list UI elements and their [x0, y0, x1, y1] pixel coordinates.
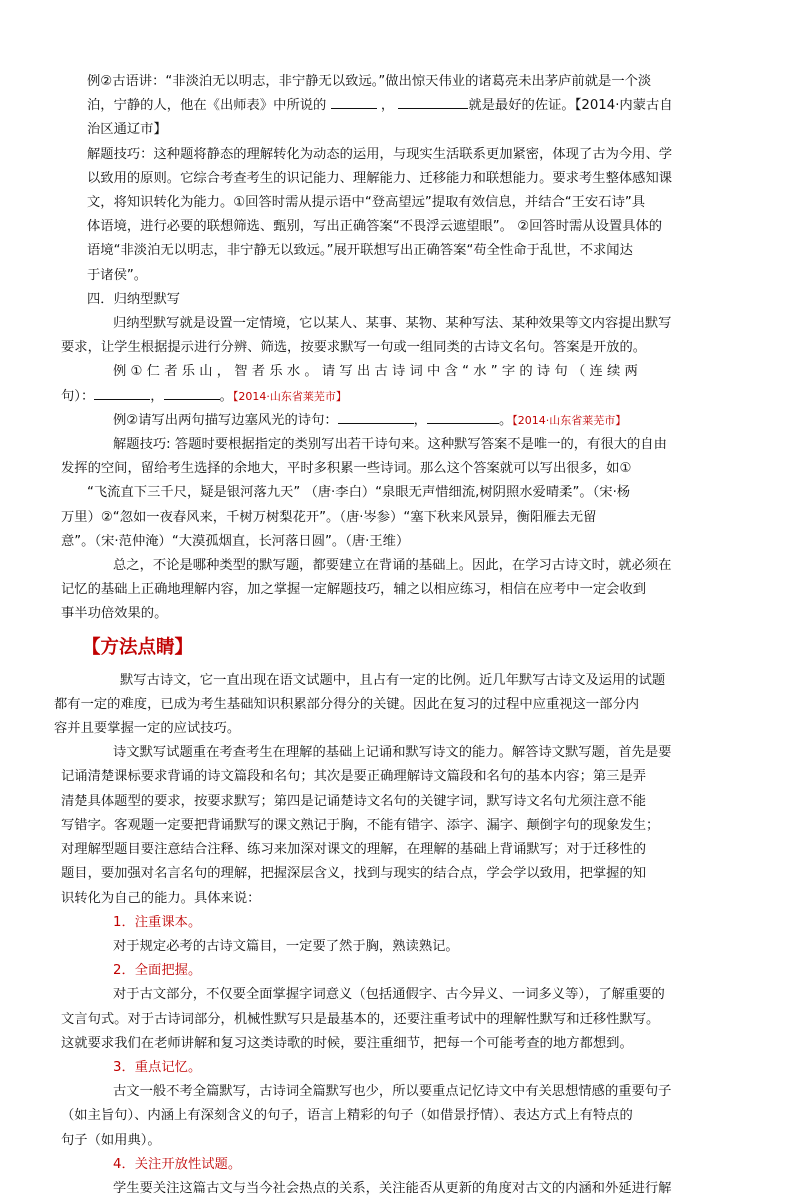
point-1-body: 对于规定必考的古诗文篇目，一定要了然于胸，熟读熟记。 [113, 938, 459, 954]
point-1-heading: 1．注重课本。 [113, 914, 202, 930]
example-2-line-3: 治区通辽市】 [87, 122, 167, 138]
example-4-2: 例②请写出两句描写边塞风光的诗句： ， 。【2014·山东省莱芜市】 [87, 409, 707, 433]
point-3-body: 古文一般不考全篇默写，古诗词全篇默写也少，所以要重点记忆诗文中有关思想情感的重要句子 （如主旨句）、内涵上有深刻含义的句子，语言上精彩的句子（如借景抒情）、表达方式上有特点的 句子（如用典）。 [61, 1084, 672, 1148]
answer-blank[interactable] [94, 385, 150, 400]
solution-tip-2: 解题技巧: 答题时要根据指定的类别写出若干诗句来。这种默写答案不是唯一的，有很大的自由 发挥的空间，留给考生选择的余地大，平时多积累一些诗词。那么这个答案就可以写出很多，如① “飞流直下三千尺，疑是银河落九天” （唐·李白）“泉眼无声惜细流,树阴照水爱晴柔”。（宋·杨 万里）②“忽如一夜春风来，千树万树梨花开”。（唐·岑参）“塞下秋来风景异，衡阳雁去无留 意”。（宋·范仲淹）“大漠孤烟直，长河落日圆”。（唐·王维） [61, 437, 667, 549]
answer-blank[interactable] [338, 409, 414, 424]
answer-blank[interactable] [331, 94, 377, 109]
point-2-body: 对于古文部分，不仅要全面掌握字词意义（包括通假字、古今异义、一词多义等），了解重要的 文言句式。对于古诗词部分，机械性默写只是最基本的，还要注重考试中的理解性默写和迁移性默写。 这就要求我们在老师讲解和复习这类诗歌的时候，要注重细节，把每一个可能考查的地方都想到。 [61, 987, 665, 1051]
source-tag: 【2014·山东省莱芜市】 [232, 389, 347, 403]
section-4-intro: 归纳型默写就是设置一定情境，它以某人、某事、某物、某种写法、某种效果等文内容提出默写 要求，让学生根据提示进行分辨、筛选，按要求默写一句或一组同类的古诗文名句。答案是开放的。 [61, 316, 672, 356]
method-paragraph-1: 默写古诗文，它一直出现在语文试题中，且占有一定的比例。近几年默写古诗文及运用的试题 都有一定的难度，已成为考生基础知识积累部分得分的关键。因此在复习的过程中应重视这一部分内 容并且要掌握一定的应试技巧。 [54, 672, 666, 737]
method-heading: 【方法点睛】 [82, 636, 194, 658]
solution-tip-1: 解题技巧：这种题将静态的理解转化为动态的运用，与现实生活联系更加紧密，体现了古为今用、学 以致用的原则。它综合考查考生的识记能力、理解能力、迁移能力和联想能力。要求考生整体感知课 文，将知识转化为能力。①回答时需从提示语中“登高望远”提取有效信息，并结合“王安石诗”具 体语境，进行必要的联想筛选、甄别，写出正确答案“不畏浮云遮望眼”。 ②回答时需从设置具体的 语境“非淡泊无以明志，非宁静无以致远。”展开联想写出正确答案“苟全性命于乱世，不求闻达 于诸侯”。 [87, 146, 673, 283]
example-2-line-2: 泊，宁静的人，他在《出师表》中所说的 [87, 98, 327, 114]
example-2: 例②古语讲：“非淡泊无以明志，非宁静无以致远。”做出惊天伟业的诸葛亮未出茅庐前就是一个淡 泊，宁静的人，他在《出师表》中所说的 ， 就是最好的佐证。【2014·内蒙古自 治区通辽市】 [87, 74, 673, 138]
document-page [54, 70, 707, 1201]
point-4-body: 学生要关注这篇古文与当今社会热点的关系，关注能否从更新的角度对古文的内涵和外延进行解 [113, 1180, 672, 1196]
example-2-line-1: 例②古语讲：“非淡泊无以明志，非宁静无以致远。”做出惊天伟业的诸葛亮未出茅庐前就是一个淡 [87, 74, 652, 89]
example-4-1: 例 ① 仁 者 乐 山 ， 智 者 乐 水 。 请 写 出 古 诗 词 中 含 “ 水 ” 字 的 诗 句 （ 连 续 两 句）： ， 。【2014·山东省莱芜市】 [61, 364, 638, 404]
answer-blank[interactable] [398, 94, 468, 109]
answer-blank[interactable] [164, 385, 220, 400]
source-tag: 【2014·山东省莱芜市】 [512, 413, 627, 427]
point-2-heading: 2．全面把握。 [113, 963, 202, 979]
point-3-heading: 3．重点记忆。 [113, 1059, 202, 1075]
method-paragraph-2: 诗文默写试题重在考查考生在理解的基础上记诵和默写诗文的能力。解答诗文默写题，首先是要 记诵清楚课标要求背诵的诗文篇段和名句；其次是要正确理解诗文篇段和名句的基本内容；第三是弄 清楚具体题型的要求，按要求默写；第四是记诵楚诗文名句的关键字词，默写诗文名句尤须注意不能 写错字。客观题一定要把背诵默写的课文熟记于胸，不能有错字、添字、漏字、颠倒字句的现象发生； 对理解型题目要注意结合注释、练习来加深对课文的理解，在理解的基础上背诵默写；对于迁移性的 题目，要加强对名言名句的理解，把握深层含义，找到与现实的结合点，学会学以致用，把掌握的知 识转化为自己的能力。具体来说： [61, 745, 672, 906]
answer-blank[interactable] [427, 409, 499, 424]
section-4-heading: 四．归纳型默写 [87, 291, 181, 307]
summary-paragraph: 总之，不论是哪种类型的默写题，都要建立在背诵的基础上。因此，在学习古诗文时，就必须在 记忆的基础上正确地理解内容，加之掌握一定解题技巧，辅之以相应练习，相信在应考中一定会收到 事半功倍效果的。 [61, 558, 672, 622]
point-4-heading: 4．关注开放性试题。 [113, 1156, 242, 1172]
